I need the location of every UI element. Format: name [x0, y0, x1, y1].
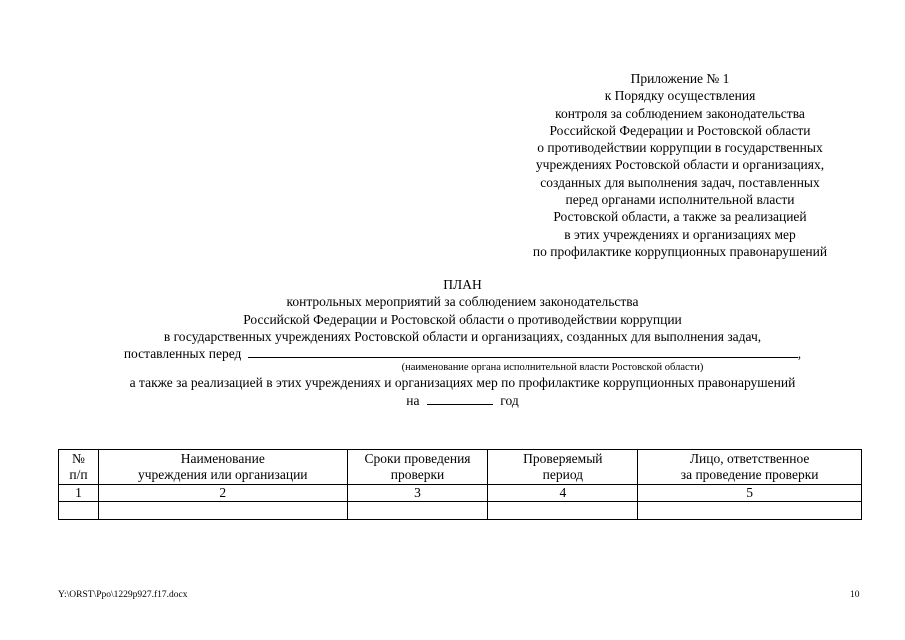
appendix-line: к Порядку осуществления	[604, 88, 756, 104]
plan-year-line	[40, 392, 885, 409]
table-row	[59, 502, 862, 520]
header-period: Проверяемый период	[488, 450, 638, 485]
appendix-line: по профилактике коррупционных правонарушений	[532, 243, 828, 259]
appendix-line: перед органами исполнительной власти	[565, 192, 795, 208]
year-prefix: на	[406, 392, 420, 408]
plan-table	[58, 449, 862, 520]
table-cell[interactable]	[98, 502, 347, 520]
authority-blank-field[interactable]	[248, 345, 798, 358]
plan-line: Российской Федерации и Ростовской области о противодействии коррупции	[243, 311, 682, 327]
appendix-line: Приложение № 1	[630, 71, 730, 86]
authority-label: поставленных перед	[123, 346, 242, 362]
table-header-row	[59, 450, 862, 485]
plan-block	[40, 276, 885, 409]
appendix-line: в этих учреждениях и организациях мер	[564, 226, 796, 242]
header-dates: Сроки проведения проверки	[347, 450, 488, 485]
plan-line-authority	[40, 345, 885, 362]
appendix-line: созданных для выполнения задач, поставленных	[540, 174, 820, 190]
footer-file-path: Y:\ORST\Ppo\1229p927.f17.docx	[58, 590, 188, 600]
year-blank-field[interactable]	[427, 392, 493, 405]
appendix-line: Российской Федерации и Ростовской области	[549, 122, 811, 138]
header-responsible: Лицо, ответственное за проведение проверки	[638, 450, 862, 485]
appendix-line: контроля за соблюдением законодательства	[555, 105, 805, 121]
table-cell[interactable]	[347, 502, 488, 520]
plan-line: в государственных учреждениях Ростовской области и организациях, созданных для выполнения задач,	[163, 328, 762, 344]
table-cell[interactable]	[59, 502, 99, 520]
table-cell: 5	[638, 485, 862, 502]
appendix-line: о противодействии коррупции в государственных	[537, 140, 823, 156]
table-cell: 4	[488, 485, 638, 502]
plan-title: ПЛАН	[443, 277, 482, 292]
plan-line: а также за реализацией в этих учреждениях и организациях мер по профилактике коррупционных правонарушений	[129, 375, 796, 391]
appendix-line: учреждениях Ростовской области и организациях,	[535, 157, 825, 173]
appendix-block	[505, 70, 855, 260]
appendix-line: Ростовской области, а также за реализацией	[553, 209, 807, 225]
page-number: 10	[850, 590, 860, 600]
table-cell[interactable]	[638, 502, 862, 520]
table-cell: 3	[347, 485, 488, 502]
authority-caption: (наименование органа исполнительной власти Ростовской области)	[401, 362, 704, 374]
plan-line: контрольных мероприятий за соблюдением законодательства	[286, 294, 639, 310]
table-cell[interactable]	[488, 502, 638, 520]
authority-comma: ,	[797, 346, 802, 362]
header-organization: Наименование учреждения или организации	[98, 450, 347, 485]
header-number: № п/п	[59, 450, 99, 485]
table-numbering-row	[59, 485, 862, 502]
table-cell: 1	[59, 485, 99, 502]
table-cell: 2	[98, 485, 347, 502]
year-suffix: год	[500, 392, 519, 408]
